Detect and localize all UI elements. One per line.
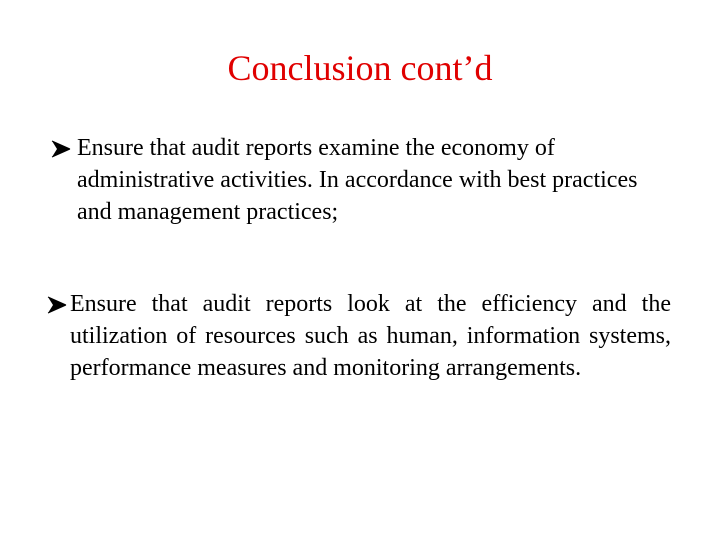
bullet-text: Ensure that audit reports look at the efficiency and the utilization of resources such as human, information systems, performance measures and monitoring arrangements. <box>70 291 671 381</box>
bullet-item <box>50 132 650 228</box>
slide-title: Conclusion cont’d <box>227 48 493 88</box>
bullet-item <box>46 288 671 384</box>
arrow-bullet-icon <box>46 288 72 320</box>
bullet-text: Ensure that audit reports examine the economy of administrative activities. In accordance with best practices and management practices; <box>77 135 638 225</box>
arrow-bullet-icon <box>50 132 76 164</box>
